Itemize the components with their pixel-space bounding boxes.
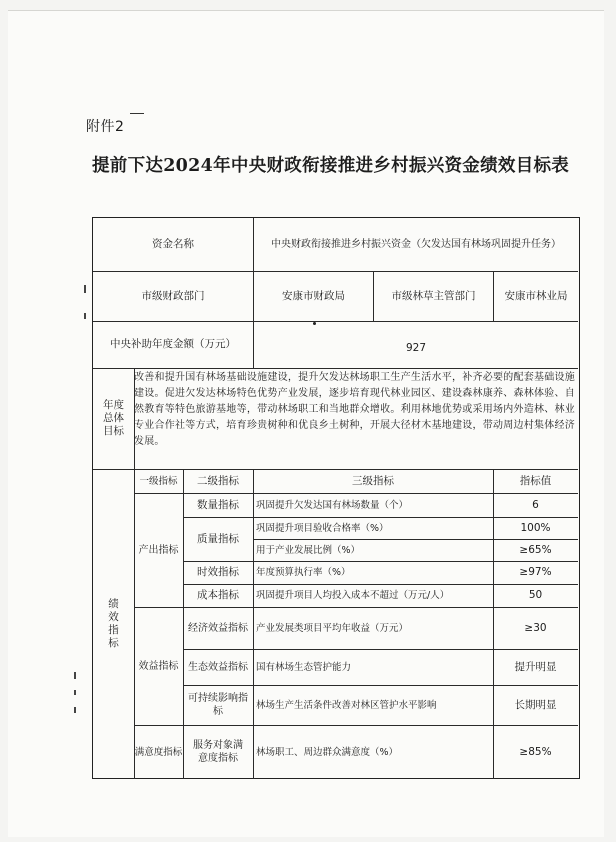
binding-mark [74, 672, 76, 679]
annual-goal-label-text: 年度总体目标 [103, 399, 124, 437]
forestry-dept-value: 安康市林业局 [504, 289, 568, 302]
value-ecological-capacity: 提升明显 [514, 660, 557, 673]
binding-mark [84, 285, 86, 293]
level3-acceptance-rate: 巩固提升项目验收合格率（%） [256, 522, 389, 534]
level3-budget-execution: 年度预算执行率（%） [256, 567, 351, 578]
level2-sustainable: 可持续影响指标 [188, 693, 248, 717]
level3-per-capita-cost: 巩固提升项目人均投入成本不超过（万元/人） [256, 590, 450, 601]
level3-industry-ratio: 用于产业发展比例（%） [256, 544, 361, 556]
forestry-dept-label: 市级林草主管部门 [391, 289, 476, 302]
header-level2: 二级指标 [197, 474, 239, 487]
fund-name-value: 中央财政衔接推进乡村振兴资金（欠发达国有林场巩固提升任务） [271, 239, 561, 250]
value-per-capita-cost: 50 [528, 589, 543, 601]
value-satisfaction-rate: ≥85% [519, 745, 552, 758]
binding-mark [74, 707, 76, 713]
header-level1: 一级指标 [139, 475, 178, 487]
header-level3: 三级指标 [352, 474, 394, 487]
attachment-label: 附件2 [86, 119, 125, 135]
value-forest-farm-count: 6 [532, 498, 539, 511]
performance-target-table [92, 217, 580, 779]
level2-cost: 成本指标 [197, 589, 239, 601]
group-satisfaction: 满意度指标 [134, 746, 183, 758]
value-budget-execution: ≥97% [519, 566, 552, 578]
group-benefit: 效益指标 [138, 660, 179, 672]
level2-ecological: 生态效益指标 [188, 661, 248, 673]
document-title: 提前下达2024年中央财政衔接推进乡村振兴资金绩效目标表 [92, 156, 570, 176]
level2-quality: 质量指标 [197, 532, 239, 545]
group-output: 产出指标 [138, 544, 179, 556]
level2-timeliness: 时效指标 [197, 566, 239, 578]
fund-name-label: 资金名称 [152, 238, 194, 250]
value-industry-income: ≥30 [524, 621, 547, 634]
attachment-dash [130, 113, 144, 114]
value-living-conditions: 长期明显 [514, 698, 557, 711]
level3-industry-income: 产业发展类项目平均年收益（万元） [256, 622, 409, 634]
level3-ecological-capacity: 国有林场生态管护能力 [256, 661, 352, 673]
annual-amount-label: 中央补助年度金额（万元） [110, 338, 236, 350]
municipal-finance-value: 安康市财政局 [282, 289, 345, 302]
level3-satisfaction-rate: 林场职工、周边群众满意度（%） [256, 746, 399, 758]
value-industry-ratio: ≥65% [519, 543, 552, 556]
annual-goal-text: 改善和提升国有林场基础设施建设，提升欠发达林场职工生产生活水平，补齐必要的配套基础设施建设。促进欠发达林场特色优势产业发展，逐步培育现代林业园区、建设森林康养、森林体验、自然教育等特色旅游基地等，带动林场职工和当地群众增收。利用林地优势或采用场内外造林、林业专业合作社等方式，培育珍贵树种和优良乡土树种，开展大径材木基地建设，带动周边村集体经济发展。 [134, 372, 575, 447]
level3-forest-farm-count: 巩固提升欠发达国有林场数量（个） [256, 499, 409, 511]
scan-dot [313, 322, 316, 325]
level3-living-conditions: 林场生产生活条件改善对林区管护水平影响 [256, 699, 437, 711]
annual-amount-value: 927 [405, 341, 427, 354]
level2-service-satisfaction: 服务对象满意度指标 [193, 740, 243, 764]
level2-quantity: 数量指标 [197, 498, 239, 511]
binding-mark [74, 690, 76, 695]
annual-goal-label [93, 368, 134, 469]
performance-indicators-label-text: 绩效指标 [108, 598, 119, 649]
municipal-finance-label: 市级财政部门 [141, 289, 205, 302]
performance-indicators-label [93, 469, 134, 779]
value-acceptance-rate: 100% [520, 521, 551, 534]
header-value: 指标值 [519, 474, 552, 487]
level2-economic: 经济效益指标 [188, 622, 248, 634]
binding-mark [84, 313, 86, 319]
